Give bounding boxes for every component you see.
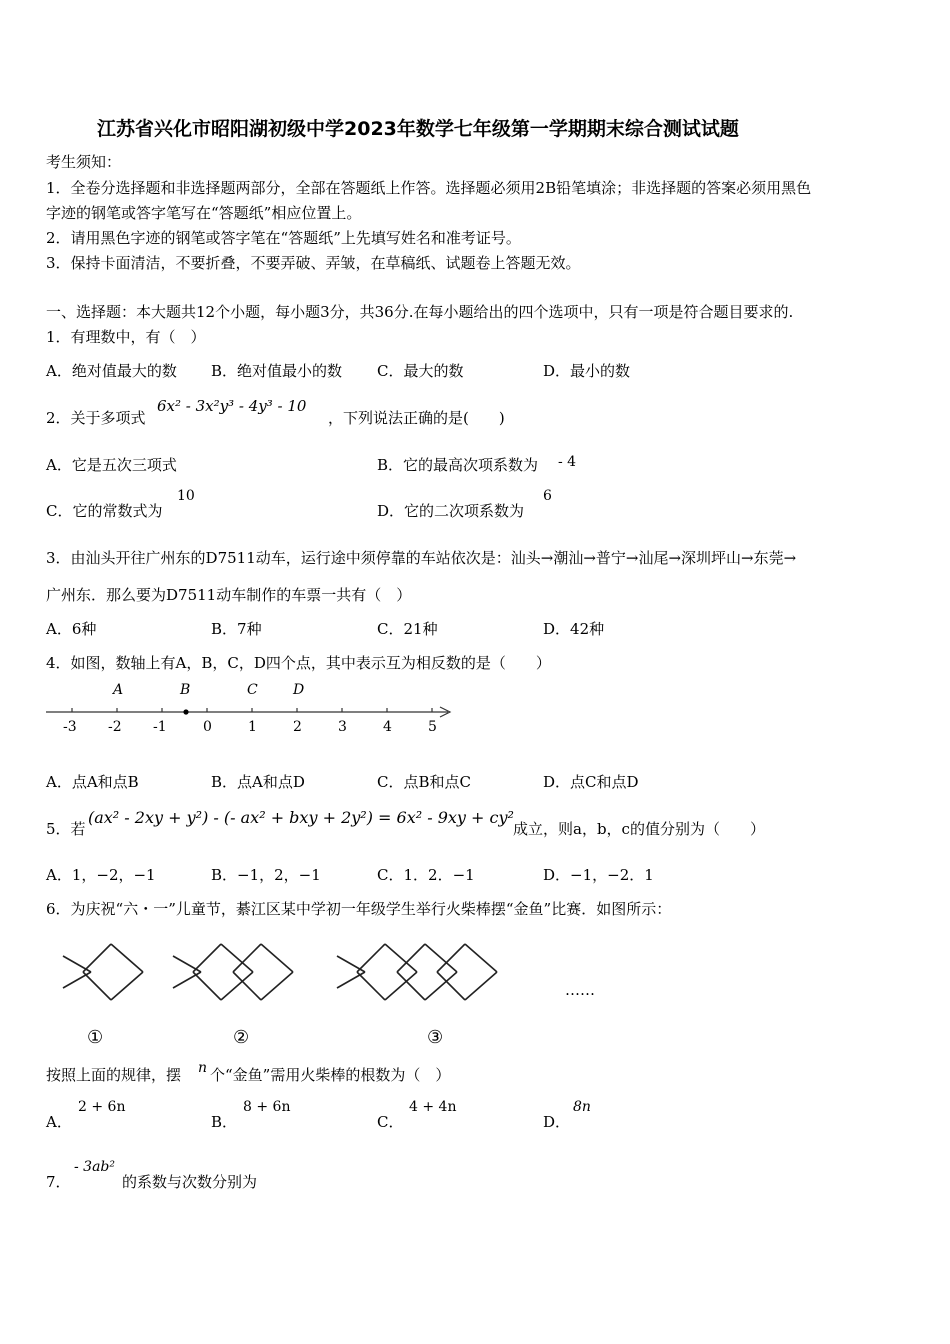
q6-option-c-expr: 4 + 4n: [409, 1099, 457, 1115]
matchstick: [193, 944, 221, 972]
q4-stem: 4．如图，数轴上有A，B，C，D四个点，其中表示互为相反数的是（ ）: [46, 654, 551, 672]
matchstick: [357, 944, 385, 972]
q7-suffix: 的系数与次数分别为: [122, 1173, 258, 1191]
q7-number: 7．: [46, 1173, 71, 1191]
matchstick-fish-figure: [55, 935, 595, 1050]
q7-expression: - 3ab²: [74, 1159, 116, 1175]
tick-label: -3: [63, 719, 77, 735]
section-heading: 一、选择题：本大题共12个小题，每小题3分，共36分.在每小题给出的四个选项中，只有一项是符合题目要求的.: [46, 303, 794, 321]
matchstick: [337, 972, 365, 988]
tick-label: 1: [248, 719, 257, 735]
matchstick: [465, 972, 497, 1000]
q2-option-b-value: - 4: [558, 454, 577, 470]
notice-item: 1．全卷分选择题和非选择题两部分，全部在答题纸上作答。选择题必须用2B铅笔填涂；非选择题的答案必须用黑色: [46, 179, 812, 197]
q2-option-c-value: 10: [177, 488, 195, 504]
q6-ask-suffix: 个“金鱼”需用火柴棒的根数为（ ）: [210, 1066, 451, 1084]
notice-item: 2．请用黑色字迹的钢笔或答字笔在“答题纸”上先填写姓名和准考证号。: [46, 229, 521, 247]
matchstick: [337, 956, 365, 972]
matchstick: [357, 972, 385, 1000]
q5-option-a: A．1，−2，−1: [46, 866, 156, 884]
q6-stem: 6．为庆祝“六・一”儿童节，綦江区某中学初一年级学生举行火柴棒摆“金鱼”比赛．如图所示：: [46, 900, 672, 918]
tick-label: -1: [153, 719, 167, 735]
notice-item: 3．保持卡面清洁，不要折叠，不要弄破、弄皱，在草稿纸、试题卷上答题无效。: [46, 254, 581, 272]
matchstick: [63, 956, 91, 972]
matchstick: [261, 944, 293, 972]
point-label-c: C: [247, 682, 258, 698]
q6-option-c: C．: [377, 1113, 404, 1131]
matchstick: [193, 972, 221, 1000]
q1-option-c: C．最大的数: [377, 362, 464, 380]
point-b-dot: [183, 709, 188, 714]
q3-option-c: C．21种: [377, 620, 438, 638]
matchstick: [83, 944, 111, 972]
q2-expression: 6x² - 3x²y³ - 4y³ - 10: [157, 397, 307, 415]
q6-option-d-expr: 8n: [573, 1099, 591, 1115]
q3-option-a: A．6种: [46, 620, 97, 638]
q5-option-c: C．1．2．−1: [377, 866, 475, 884]
tick-label: 4: [383, 719, 392, 735]
q1-option-b: B．绝对值最小的数: [211, 362, 343, 380]
q6-ask-prefix: 按照上面的规律，摆: [46, 1066, 182, 1084]
q1-option-a: A．绝对值最大的数: [46, 362, 177, 380]
q5-option-b: B．−1，2，−1: [211, 866, 321, 884]
q6-ask-variable: n: [198, 1060, 208, 1076]
tick-label: -2: [108, 719, 122, 735]
tick-label: 0: [203, 719, 212, 735]
q2-option-a: A．它是五次三项式: [46, 456, 177, 474]
q3-line1: 3．由汕头开往广州东的D7511动车，运行途中须停靠的车站依次是：汕头→潮汕→普宁→汕尾→深圳坪山→东莞→: [46, 549, 797, 567]
figure-ellipsis: ……: [565, 981, 595, 999]
figure-label-1: ①: [87, 1027, 104, 1048]
q1-option-d: D．最小的数: [543, 362, 631, 380]
q6-option-b-expr: 8 + 6n: [243, 1099, 291, 1115]
q6-option-b: B．: [211, 1113, 238, 1131]
q5-option-d: D．−1，−2．1: [543, 866, 654, 884]
point-label-a: A: [113, 682, 124, 698]
notice-heading: 考生须知：: [46, 153, 122, 171]
matchstick: [465, 944, 497, 972]
q5-prefix: 5．若: [46, 820, 86, 838]
matchstick: [111, 972, 143, 1000]
q5-expression: (ax² - 2xy + y²) - (- ax² + bxy + 2y²) = 6x² - 9xy + cy²: [88, 808, 514, 827]
q2-suffix: ，下列说法正确的是( ): [328, 409, 505, 427]
number-line-figure: [40, 678, 460, 738]
q2-option-d-value: 6: [543, 488, 552, 504]
q4-option-d: D．点C和点D: [543, 773, 639, 791]
q1-stem: 1．有理数中，有（ ）: [46, 328, 206, 346]
q2-option-d: D．它的二次项系数为: [377, 502, 525, 520]
point-label-d: D: [293, 682, 305, 698]
matchstick: [173, 956, 201, 972]
q4-option-c: C．点B和点C: [377, 773, 471, 791]
notice-item: 字迹的钢笔或答字笔写在“答题纸”相应位置上。: [46, 204, 362, 222]
tick-label: 2: [293, 719, 302, 735]
point-label-b: B: [180, 682, 191, 698]
q5-suffix: 成立，则a，b，c的值分别为（ ）: [513, 820, 765, 838]
q3-line2: 广州东．那么要为D7511动车制作的车票一共有（ ）: [46, 586, 412, 604]
figure-label-2: ②: [233, 1027, 250, 1048]
figure-label-3: ③: [427, 1027, 444, 1048]
q6-option-d: D．: [543, 1113, 571, 1131]
matchstick: [261, 972, 293, 1000]
q2-prefix: 2．关于多项式: [46, 409, 146, 427]
q2-option-c: C．它的常数式为: [46, 502, 163, 520]
tick-label: 3: [338, 719, 347, 735]
matchstick: [83, 972, 111, 1000]
q3-option-d: D．42种: [543, 620, 605, 638]
matchstick: [173, 972, 201, 988]
tick-label: 5: [428, 719, 437, 735]
q2-option-b: B．它的最高次项系数为: [377, 456, 539, 474]
matchstick: [63, 972, 91, 988]
q4-option-a: A．点A和点B: [46, 773, 139, 791]
q4-option-b: B．点A和点D: [211, 773, 305, 791]
q6-option-a: A．: [46, 1113, 72, 1131]
page-title: 江苏省兴化市昭阳湖初级中学2023年数学七年级第一学期期末综合测试试题: [97, 118, 739, 140]
q3-option-b: B．7种: [211, 620, 262, 638]
matchstick: [111, 944, 143, 972]
q6-option-a-expr: 2 + 6n: [78, 1099, 126, 1115]
